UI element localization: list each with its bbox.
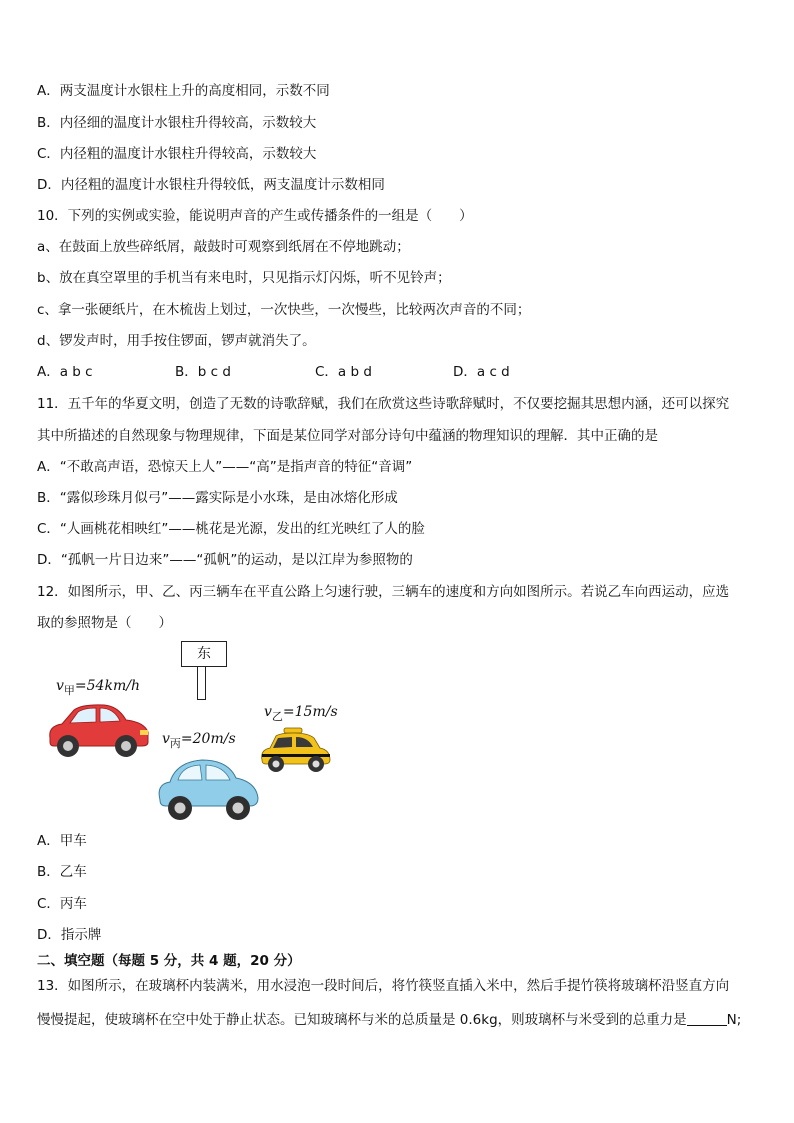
q9-option-b: B．内径细的温度计水银柱升得较高，示数较大 (37, 115, 317, 131)
q12-stem-line2: 取的参照物是（ ） (37, 615, 172, 631)
q11-stem-line2: 其中所描述的自然现象与物理规律，下面是某位同学对部分诗句中蕴涵的物理知识的理解．其中正确的是 (37, 428, 658, 444)
q12-option-a: A．甲车 (37, 833, 87, 849)
q10-option-b: B．b c d (175, 364, 231, 380)
q10-stem: 10．下列的实例或实验，能说明声音的产生或传播条件的一组是（ ） (37, 208, 473, 224)
q13-stem-line1: 13．如图所示，在玻璃杯内装满米，用水浸泡一段时间后，将竹筷竖直插入米中，然后手提竹筷将玻璃杯沿竖直方向 (37, 978, 730, 994)
q11-option-d: D．“孤帆一片日边来”——“孤帆”的运动，是以江岸为参照物的 (37, 552, 413, 568)
q11-option-b: B．“露似珍珠月似弓”——露实际是小水珠，是由冰熔化形成 (37, 490, 398, 506)
q9-option-a: A．两支温度计水银柱上升的高度相同，示数不同 (37, 83, 330, 99)
car-bing-speed-label: $v_丙=20m/s$ (162, 731, 236, 750)
q13-unit: N; (726, 1012, 742, 1028)
car-yi-speed-label: $v_乙=15m/s$ (264, 704, 338, 723)
q11-option-a: A．“不敢高声语，恐惊天上人”——“高”是指声音的特征“音调” (37, 459, 413, 475)
answer-blank (687, 1011, 727, 1026)
q12-option-c: C．丙车 (37, 896, 87, 912)
section-heading: 二、填空题（每题 5 分，共 4 题，20 分） (37, 953, 301, 969)
car-yi-icon (258, 726, 332, 776)
car-bing-icon (154, 754, 262, 822)
q10-item-b: b、放在真空罩里的手机当有来电时，只见指示灯闪烁，听不见铃声； (37, 270, 451, 286)
q10-options (37, 363, 510, 381)
car-jia-icon (44, 702, 154, 760)
q10-item-d: d、锣发声时，用手按住锣面，锣声就消失了。 (37, 333, 316, 349)
q10-item-a: a、在鼓面上放些碎纸屑，敲鼓时可观察到纸屑在不停地跳动； (37, 239, 410, 255)
q9-option-c: C．内径粗的温度计水银柱升得较高，示数较大 (37, 146, 317, 162)
q11-option-c: C．“人画桃花相映红”——桃花是光源，发出的红光映红了人的脸 (37, 521, 425, 537)
q11-stem-line1: 11．五千年的华夏文明，创造了无数的诗歌辞赋，我们在欣赏这些诗歌辞赋时，不仅要挖掘其思想内涵，还可以探究 (37, 396, 730, 412)
q12-stem-line1: 12．如图所示，甲、乙、丙三辆车在平直公路上匀速行驶，三辆车的速度和方向如图所示。若说乙车向西运动，应选 (37, 584, 730, 600)
direction-sign: 东 (181, 641, 227, 667)
q10-item-c: c、拿一张硬纸片，在木梳齿上划过，一次快些，一次慢些，比较两次声音的不同； (37, 302, 531, 318)
q9-option-d: D．内径粗的温度计水银柱升得较低，两支温度计示数相同 (37, 177, 385, 193)
q13-text: 慢慢提起，使玻璃杯在空中处于静止状态。已知玻璃杯与米的总质量是 0.6kg，则玻璃杯与米受到的总重力是 (37, 1012, 687, 1028)
q10-option-a: A．a b c (37, 364, 93, 380)
q12-option-b: B．乙车 (37, 864, 87, 880)
car-jia-speed-label: $v_甲=54km/h$ (56, 678, 140, 697)
q12-option-d: D．指示牌 (37, 927, 102, 943)
q10-option-c: C．a b d (315, 364, 372, 380)
q10-option-d: D．a c d (453, 364, 510, 380)
sign-post (197, 666, 206, 700)
q13-stem-line2 (37, 1011, 741, 1029)
q12-figure (40, 640, 360, 822)
